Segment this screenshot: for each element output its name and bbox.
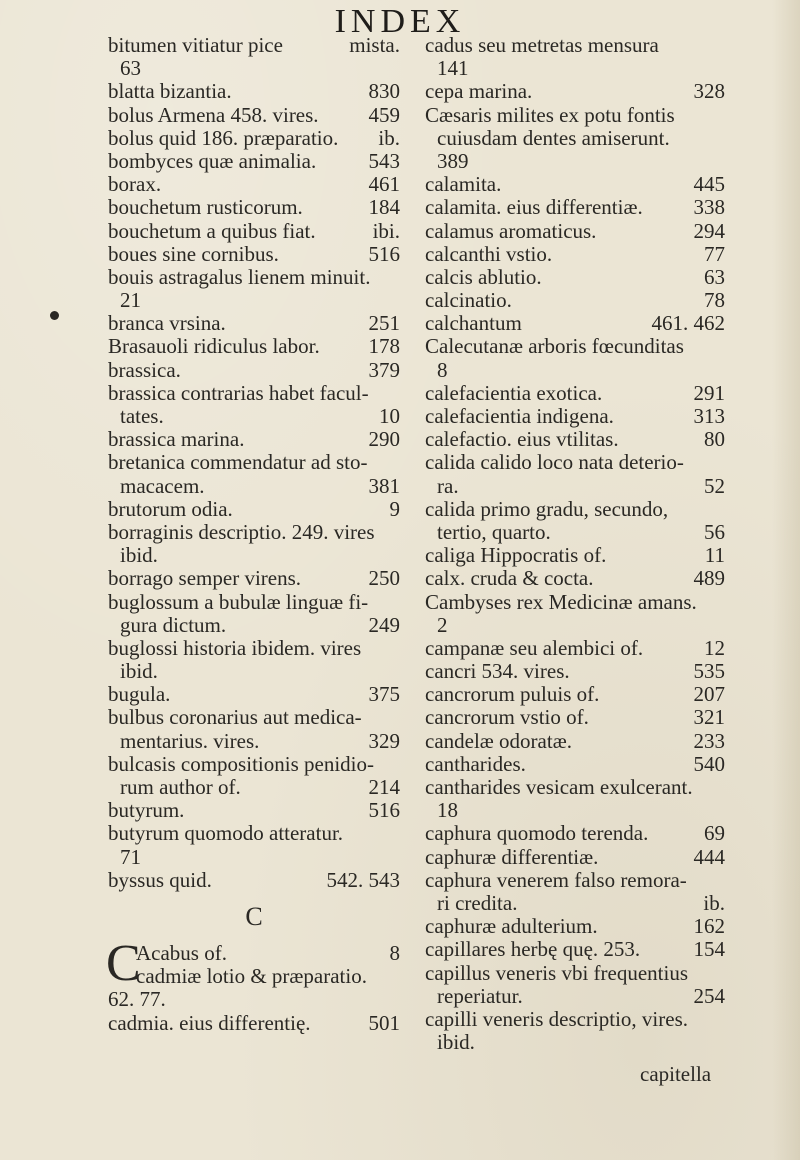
entry-text: calcis ablutio. [425, 265, 542, 289]
index-entry [108, 846, 400, 869]
index-entry [425, 683, 725, 706]
entry-text: calchantum [425, 312, 522, 336]
entry-text: blatta bizantia. [108, 80, 232, 104]
entry-page-ref: 535 [693, 659, 725, 684]
entry-page-ref: 291 [693, 380, 725, 405]
entry-page-ref: 207 [693, 682, 725, 707]
entry-page-ref: 78 [704, 288, 725, 313]
entry-text: bulbus coronarius aut medica- [108, 706, 362, 730]
entry-page-ref: 10 [379, 404, 400, 428]
index-entry [108, 34, 400, 57]
entry-text: cantharides. [425, 752, 526, 776]
entry-text: cancri 534. vires. [425, 660, 570, 684]
entry-text: 71 [120, 845, 141, 869]
entry-text: capilli veneris descriptio, vires. [425, 1007, 689, 1031]
entry-page-ref: 445 [693, 172, 725, 197]
right-column [425, 34, 725, 1054]
entry-text: buglossi historia ibidem. vires [108, 636, 362, 660]
entry-text: caphura quomodo terenda. [425, 822, 649, 846]
index-entry [425, 220, 725, 243]
page-edge-shadow [772, 0, 800, 1160]
entry-page-ref: 11 [704, 543, 725, 568]
entry-page-ref: 516 [368, 798, 400, 823]
index-entry [425, 938, 725, 961]
index-entry [425, 196, 725, 219]
entry-text: brassica. [108, 358, 181, 382]
entry-text: brassica contrarias habet facul- [108, 381, 369, 405]
entry-text: Brasauoli ridiculus labor. [108, 335, 320, 359]
entry-page-ref: 9 [389, 496, 400, 521]
entry-text: rum author of. [120, 776, 241, 799]
entry-text: ri credita. [437, 891, 518, 915]
entry-page-ref: 249 [368, 612, 400, 637]
entry-text: calamita. [425, 173, 502, 197]
index-entry [425, 289, 725, 312]
entry-page-ref: 233 [693, 728, 725, 753]
index-entry [425, 846, 725, 869]
index-entry [425, 660, 725, 683]
entry-text: calefacientia indigena. [425, 405, 614, 428]
entry-page-ref: 540 [693, 751, 725, 776]
left-column [108, 34, 400, 1035]
entry-text: calamus aromaticus. [425, 219, 597, 243]
entry-text: branca vrsina. [108, 312, 226, 336]
entry-text: bolus Armena 458. vires. [108, 103, 319, 127]
index-entry [108, 567, 400, 590]
entry-page-ref: 69 [704, 821, 725, 846]
index-entry [425, 335, 725, 358]
entry-text: borax. [108, 173, 162, 197]
entry-page-ref: 12 [704, 635, 725, 660]
entry-text: Calecutanæ arboris fœcunditas [425, 335, 684, 359]
entry-page-ref: 63 [704, 264, 725, 289]
entry-page-ref: 321 [693, 705, 725, 730]
index-entry [425, 1008, 725, 1031]
entry-text: bouchetum a quibus fiat. [108, 219, 316, 243]
index-entry [425, 127, 725, 150]
index-entry [425, 1031, 725, 1054]
section-letter: C [245, 901, 263, 931]
entry-page-ref: 154 [693, 937, 725, 962]
entry-text: calcinatio. [425, 289, 512, 313]
index-entry [108, 614, 400, 637]
index-entry [108, 706, 400, 729]
index-entry [108, 335, 400, 358]
index-entry [108, 451, 400, 474]
index-entry [425, 591, 725, 614]
index-entry [108, 196, 400, 219]
entry-text: calx. cruda & cocta. [425, 567, 594, 591]
index-entry [425, 637, 725, 660]
entry-text: bolus quid 186. præparatio. [108, 126, 339, 150]
index-entry [108, 405, 400, 428]
entry-text: bitumen vitiatur pice [108, 34, 283, 57]
entry-page-ref: 461. 462 [651, 311, 725, 336]
entry-text: cancrorum vstio of. [425, 706, 589, 730]
index-entry [425, 34, 725, 57]
index-entry [108, 1012, 400, 1035]
entry-page-ref: 178 [368, 334, 400, 359]
entry-text: bugula. [108, 683, 171, 707]
index-entry [108, 475, 400, 498]
entry-text: caphura venerem falso remora- [425, 868, 687, 892]
entry-page-ref: ib. [703, 890, 725, 915]
entry-text: byssus quid. [108, 868, 212, 892]
index-entry [108, 753, 400, 776]
entry-text: caphuræ adulterium. [425, 915, 598, 939]
entry-page-ref: 516 [368, 241, 400, 266]
index-entry [425, 57, 725, 80]
entry-text: Cambyses rex Medicinæ amans. [425, 590, 697, 614]
entry-page-ref: 328 [693, 79, 725, 104]
index-entry [425, 985, 725, 1008]
entry-page-ref: 379 [368, 357, 400, 382]
entry-page-ref: 381 [368, 473, 400, 498]
entry-text: 389 [437, 149, 469, 173]
index-entry [425, 869, 725, 892]
index-entry [108, 80, 400, 103]
catchword: capitella [640, 1062, 712, 1086]
index-entry [425, 173, 725, 196]
index-entry [108, 544, 400, 567]
index-entry [425, 962, 725, 985]
index-entry [108, 243, 400, 266]
entry-page-ref: mista. [349, 33, 400, 57]
entry-text: ra. [437, 474, 459, 498]
entry-text: capillares herbę quę. 253. [425, 938, 641, 962]
index-entry [108, 965, 400, 988]
entry-text: cepa marina. [425, 80, 533, 104]
index-entry [108, 428, 400, 451]
index-entry [108, 127, 400, 150]
index-entry [108, 591, 400, 614]
entry-text: 141 [437, 57, 469, 81]
entry-text: bretanica commendatur ad sto- [108, 451, 368, 475]
entry-text: calefactio. eius vtilitas. [425, 428, 619, 452]
index-entry [108, 266, 400, 289]
entry-text: cantharides vesicam exulcerant. [425, 776, 693, 799]
entry-page-ref: 294 [693, 218, 725, 243]
entry-text: reperiatur. [437, 984, 523, 1008]
index-entry [108, 220, 400, 243]
index-entry [425, 776, 725, 799]
page-header: INDEX [334, 3, 466, 40]
index-entry [108, 289, 400, 312]
entry-page-ref: 313 [693, 404, 725, 428]
entry-text: cuiusdam dentes amiserunt. [437, 126, 670, 150]
index-entry [108, 150, 400, 173]
index-entry [425, 382, 725, 405]
entry-text: ibid. [120, 660, 158, 684]
index-entry [425, 312, 725, 335]
index-entry [425, 498, 725, 521]
index-entry [108, 104, 400, 127]
index-entry [425, 521, 725, 544]
index-entry [425, 892, 725, 915]
entry-page-ref: 250 [368, 566, 400, 591]
entry-text: ibid. [120, 544, 158, 568]
entry-text: tates. [120, 405, 164, 428]
entry-page-ref: 8 [389, 940, 400, 965]
entry-page-ref: ibi. [372, 218, 400, 243]
index-entry [425, 753, 725, 776]
entry-text: caphuræ differentiæ. [425, 845, 599, 869]
entry-text: cadus seu metretas mensura [425, 34, 659, 57]
entry-text: calida primo gradu, secundo, [425, 497, 669, 521]
index-entry [425, 428, 725, 451]
entry-page-ref: 251 [368, 311, 400, 336]
entry-page-ref: 444 [693, 844, 725, 869]
entry-text: cadmiæ lotio & præparatio. [136, 965, 367, 989]
index-entry [108, 730, 400, 753]
entry-text: butyrum quomodo atteratur. [108, 822, 344, 846]
index-entry [108, 988, 400, 1011]
entry-text: Cæsaris milites ex potu fontis [425, 103, 675, 127]
entry-text: calefacientia exotica. [425, 381, 603, 405]
entry-page-ref: 52 [704, 473, 725, 498]
entry-text: capillus veneris vbi frequentius [425, 961, 689, 985]
margin-bullet [50, 311, 59, 320]
entry-text: cadmia. eius differentię. [108, 1011, 311, 1035]
index-entry [425, 915, 725, 938]
entry-text: bouchetum rusticorum. [108, 196, 303, 220]
index-entry [108, 637, 400, 660]
index-entry [108, 660, 400, 683]
index-entry [108, 799, 400, 822]
index-entry [425, 80, 725, 103]
entry-text: bulcasis compositionis penidio- [108, 752, 374, 776]
index-entry [425, 822, 725, 845]
entry-text: candelæ odoratæ. [425, 729, 572, 753]
index-entry [425, 567, 725, 590]
entry-text: caliga Hippocratis of. [425, 544, 607, 568]
entry-text: calida calido loco nata deterio- [425, 451, 684, 475]
entry-page-ref: 459 [368, 102, 400, 127]
entry-text: borraginis descriptio. 249. vires [108, 520, 375, 544]
entry-text: boues sine cornibus. [108, 242, 279, 266]
index-entry [425, 799, 725, 822]
entry-page-ref: ib. [378, 125, 400, 150]
entry-text: ibid. [437, 1031, 475, 1055]
index-entry [108, 776, 400, 799]
entry-text: cancrorum puluis of. [425, 683, 600, 707]
index-entry [108, 822, 400, 845]
entry-text: brassica marina. [108, 428, 245, 452]
index-entry [425, 150, 725, 173]
index-entry [425, 544, 725, 567]
index-entry [425, 451, 725, 474]
index-entry [108, 521, 400, 544]
entry-page-ref: 489 [693, 566, 725, 591]
entry-text: mentarius. vires. [120, 729, 260, 753]
entry-page-ref: 254 [693, 983, 725, 1008]
entry-text: borrago semper virens. [108, 567, 302, 591]
index-entry [108, 312, 400, 335]
entry-page-ref: 77 [704, 241, 725, 266]
index-entry [108, 683, 400, 706]
index-entry [425, 266, 725, 289]
entry-page-ref: 461 [368, 172, 400, 197]
entry-text: 63 [120, 57, 141, 81]
index-entry [108, 869, 400, 892]
entry-text: 62. 77. [108, 988, 166, 1012]
drop-capital: C [106, 934, 141, 992]
entry-text: campanæ seu alembici of. [425, 636, 644, 660]
entry-page-ref: 543 [368, 148, 400, 173]
entry-page-ref: 329 [368, 728, 400, 753]
entry-page-ref: 214 [368, 775, 400, 799]
entry-page-ref: 162 [693, 914, 725, 939]
index-entry [425, 104, 725, 127]
entry-text: bouis astragalus lienem minuit. [108, 265, 371, 289]
index-entry [108, 382, 400, 405]
index-entry [425, 614, 725, 637]
entry-text: buglossum a bubulæ linguæ fi- [108, 590, 369, 614]
entry-text: 21 [120, 289, 141, 313]
entry-text: tertio, quarto. [437, 520, 551, 544]
entry-text: 2 [437, 613, 448, 637]
entry-text: 8 [437, 358, 448, 382]
entry-text: 18 [437, 799, 458, 823]
index-entry [425, 730, 725, 753]
entry-page-ref: 830 [368, 79, 400, 104]
index-entry [425, 475, 725, 498]
entry-page-ref: 56 [704, 519, 725, 544]
index-entry [425, 243, 725, 266]
entry-text: calamita. eius differentiæ. [425, 196, 643, 220]
entry-page-ref: 338 [693, 195, 725, 220]
entry-page-ref: 184 [368, 195, 400, 220]
index-entry [108, 173, 400, 196]
entry-page-ref: 80 [704, 427, 725, 452]
entry-page-ref: 542. 543 [326, 867, 400, 892]
entry-page-ref: 290 [368, 427, 400, 452]
entry-text: brutorum odia. [108, 497, 233, 521]
index-entry [108, 359, 400, 382]
index-entry [108, 498, 400, 521]
index-entry [425, 359, 725, 382]
index-entry [425, 405, 725, 428]
entry-page-ref: 501 [368, 1010, 400, 1035]
entry-text: Acabus of. [136, 941, 227, 965]
index-entry [108, 57, 400, 80]
entry-text: gura dictum. [120, 613, 227, 637]
entry-text: calcanthi vstio. [425, 242, 553, 266]
entry-text: macacem. [120, 474, 205, 498]
entry-text: bombyces quæ animalia. [108, 149, 317, 173]
entry-page-ref: 375 [368, 682, 400, 707]
index-entry [425, 706, 725, 729]
entry-text: butyrum. [108, 799, 185, 823]
